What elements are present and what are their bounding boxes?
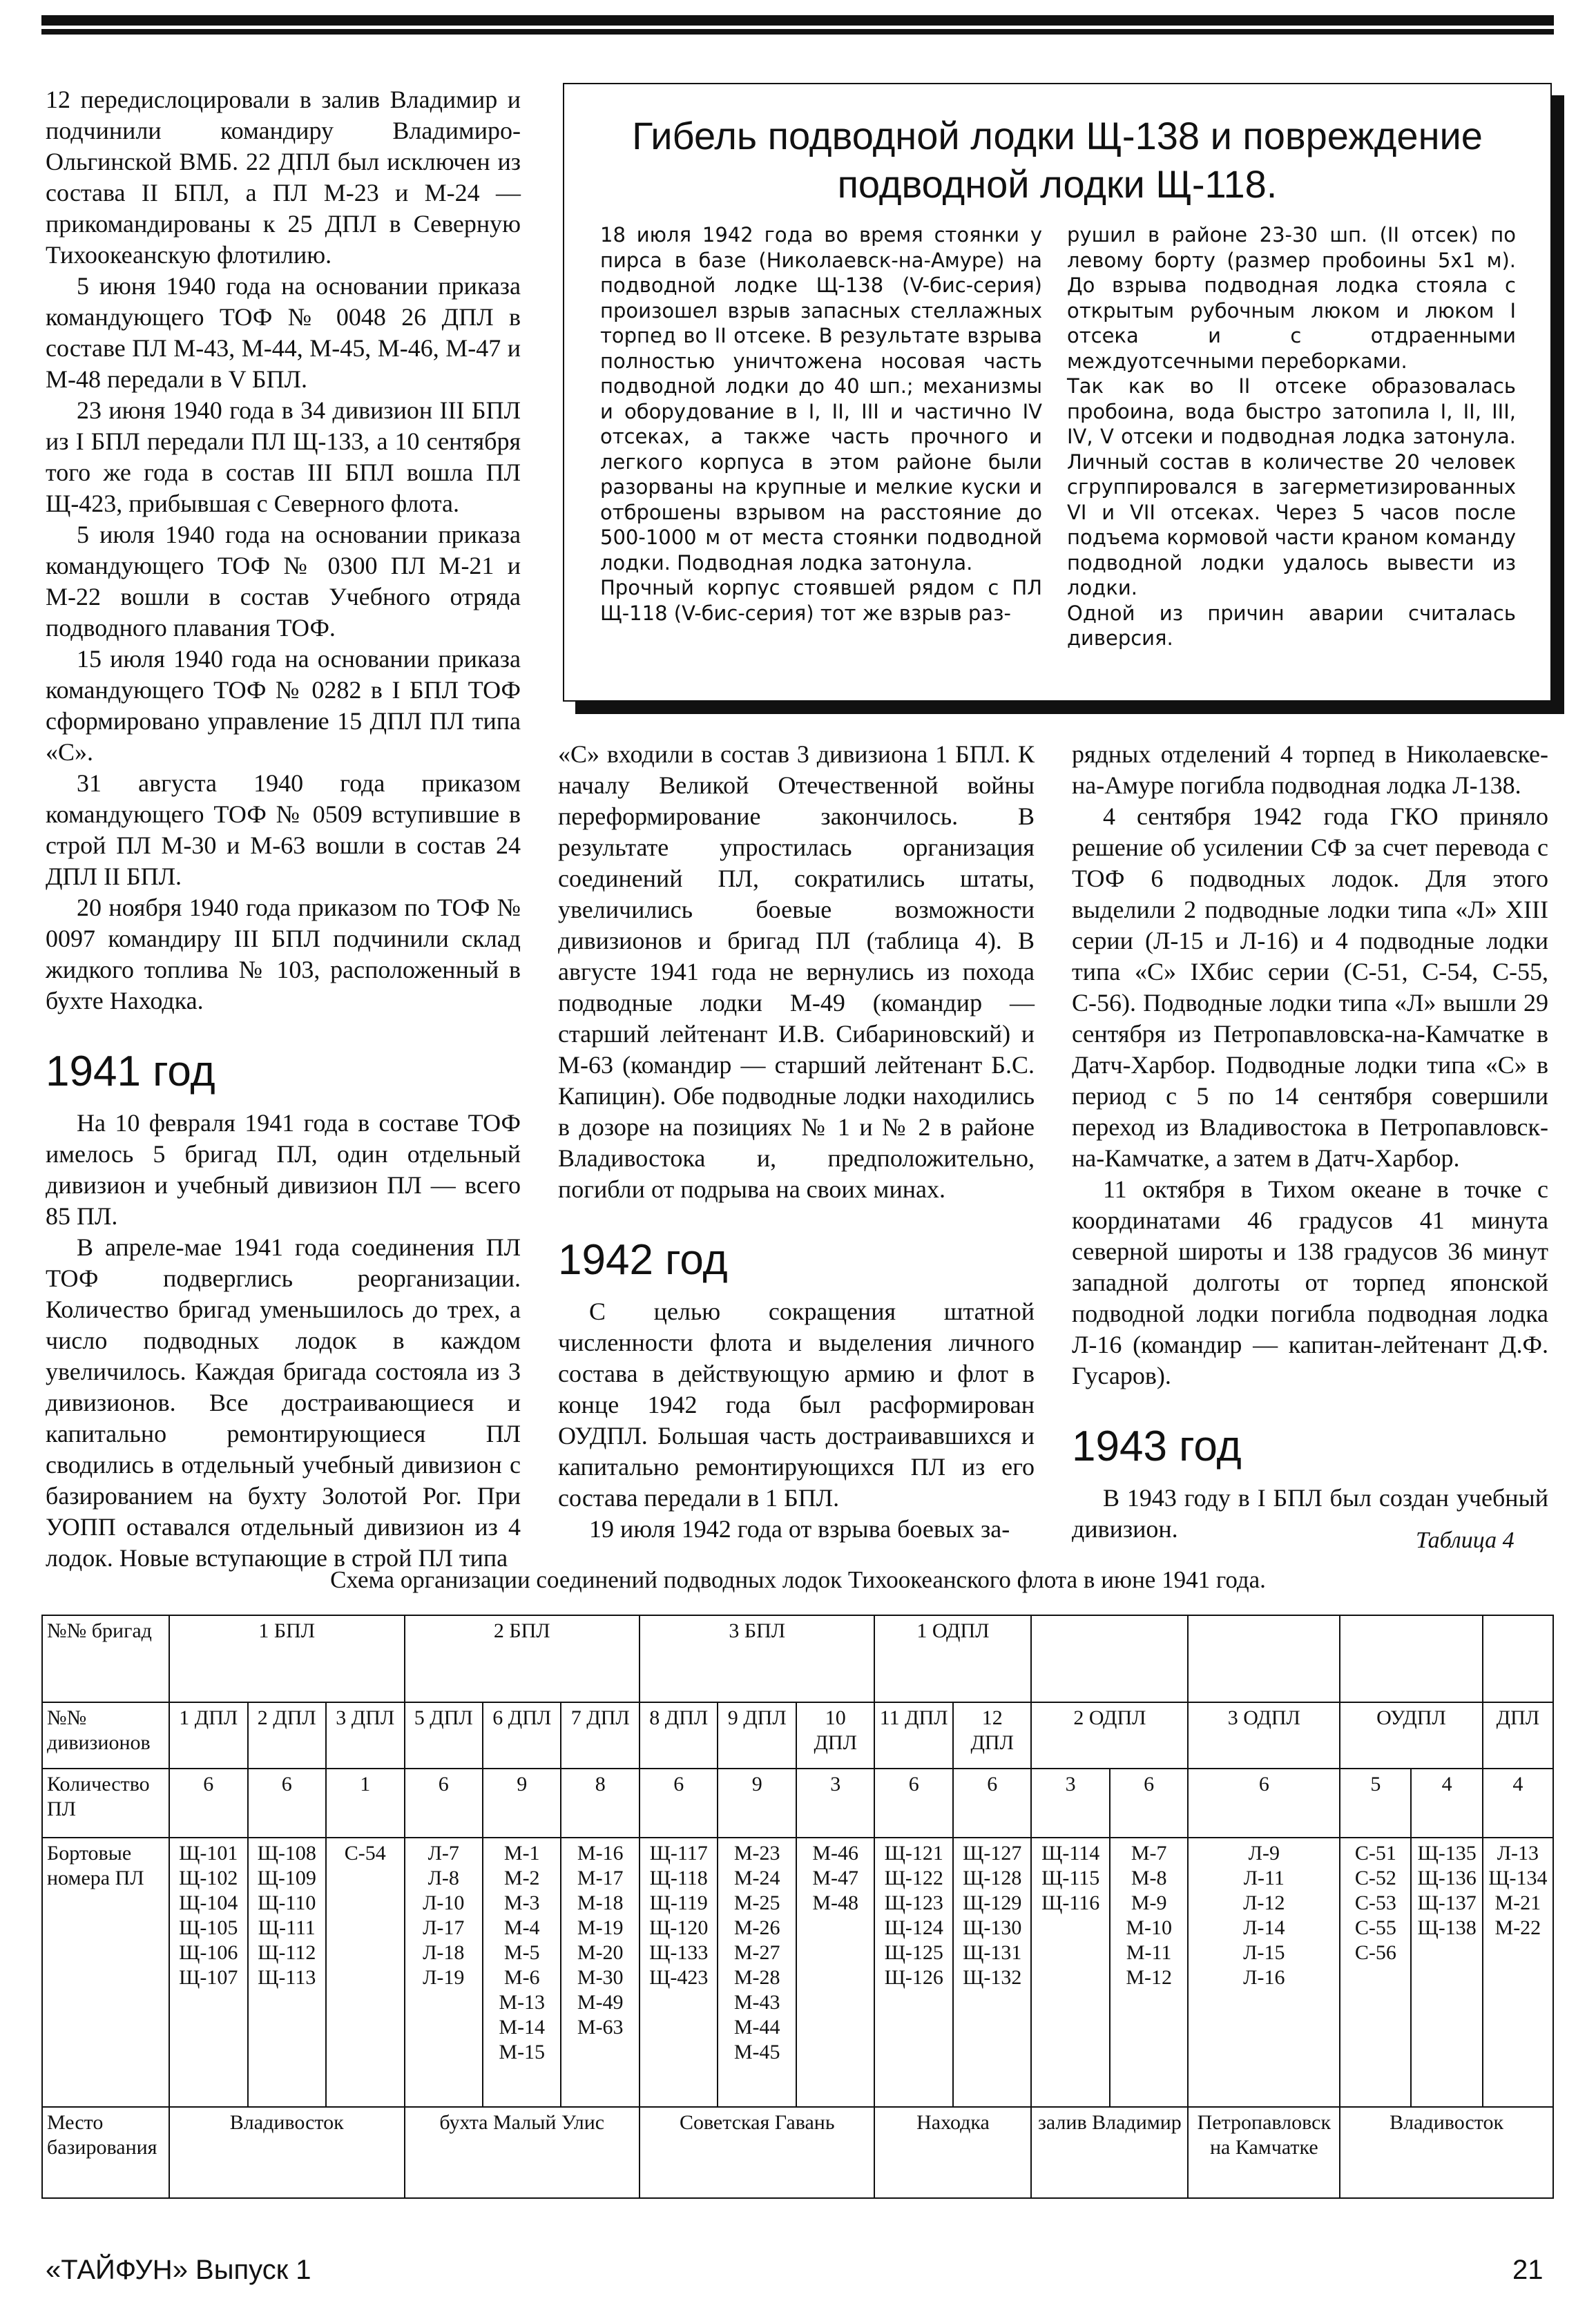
- table-cell: М-46 М-47 М-48: [796, 1838, 875, 2107]
- table-cell: 3 ОДПЛ: [1188, 1702, 1340, 1769]
- table-cell: Щ-135 Щ-136 Щ-137 Щ-138: [1411, 1838, 1482, 2107]
- table-cell: 3: [1031, 1769, 1109, 1838]
- table-cell: М-23 М-24 М-25 М-26 М-27 М-28 М-43 М-44 М-45: [718, 1838, 796, 2107]
- paragraph: 20 ноября 1940 года приказом по ТОФ № 0097 командиру III БПЛ подчинили склад жидкого топлива № 103, расположенный в бухте Находка.: [46, 894, 521, 1014]
- table-cell: [1483, 1615, 1553, 1702]
- table-row-counts: [42, 1769, 1553, 1838]
- table-cell: Л-7 Л-8 Л-10 Л-17 Л-18 Л-19: [405, 1838, 483, 2107]
- table-cell: Щ-114 Щ-115 Щ-116: [1031, 1838, 1109, 2107]
- box-paragraph: Прочный корпус стоявшей рядом с ПЛ Щ-118 (V-бис-серия) тот же взрыв раз-: [600, 576, 1042, 625]
- box-paragraph: 18 июля 1942 года во время стоянки у пирса в базе (Николаевск-на-Амуре) на подводной лодке Щ-138 (V-бис-серия) произошел взрыв запасных стеллажных торпед во II отсеке. В результате взрыва полностью уничтожена носовая часть подводной лодки до 40 шп.; механизмы и оборудование в I, II, III и частично IV отсеках, а также часть прочного и легкого корпуса в этом районе были разорваны на крупные и мелкие куски и отброшены взрывом на расстояние до 500-1000 м от места стоянки подводной лодки. Подводная лодка затонула.: [600, 223, 1042, 575]
- table-cell: 2 ДПЛ: [248, 1702, 326, 1769]
- table-header-cell: Место базирования: [42, 2107, 169, 2198]
- table-header-cell: №№ дивизионов: [42, 1702, 169, 1769]
- table-cell: 8 ДПЛ: [640, 1702, 718, 1769]
- paragraph: На 10 февраля 1941 года в составе ТОФ имелось 5 бригад ПЛ, один отдельный дивизион и учебный дивизион ПЛ — всего 85 ПЛ.: [46, 1109, 521, 1230]
- table-cell: Советская Гавань: [640, 2107, 874, 2198]
- table-cell: 2 БПЛ: [405, 1615, 640, 1702]
- table-cell: 3: [796, 1769, 875, 1838]
- header-rule-thin: [41, 29, 1554, 35]
- footer-publication: «ТАЙФУН» Выпуск 1: [46, 2255, 311, 2285]
- table-row-divisions: [42, 1702, 1553, 1769]
- box-inner: [563, 83, 1552, 702]
- table-cell: 6: [1188, 1769, 1340, 1838]
- sidebar-box: [563, 83, 1552, 702]
- table-cell: 9 ДПЛ: [718, 1702, 796, 1769]
- table-cell: Щ-127 Щ-128 Щ-129 Щ-130 Щ-131 Щ-132: [953, 1838, 1031, 2107]
- table-row-brigades: [42, 1615, 1553, 1702]
- table-cell: Щ-101 Щ-102 Щ-104 Щ-105 Щ-106 Щ-107: [169, 1838, 247, 2107]
- box-column-left: [600, 222, 1042, 626]
- table-cell: ДПЛ: [1483, 1702, 1553, 1769]
- table-cell: 1 ДПЛ: [169, 1702, 247, 1769]
- table-cell: 3 ДПЛ: [326, 1702, 405, 1769]
- table-cell: 6: [169, 1769, 247, 1838]
- table-cell: 4: [1483, 1769, 1553, 1838]
- table-cell: 3 БПЛ: [640, 1615, 874, 1702]
- table-cell: 5 ДПЛ: [405, 1702, 483, 1769]
- box-title: Гибель подводной лодки Щ-138 и повреждение подводной лодки Щ-118.: [632, 114, 1483, 206]
- table-cell: 7 ДПЛ: [561, 1702, 640, 1769]
- table-cell: М-7 М-8 М-9 М-10 М-11 М-12: [1110, 1838, 1188, 2107]
- paragraph: 31 августа 1940 года приказом командующего ТОФ № 0509 вступившие в строй ПЛ М-30 и М-63 вошли в состав 24 ДПЛ II БПЛ.: [46, 769, 521, 890]
- table-cell: Л-9 Л-11 Л-12 Л-14 Л-15 Л-16: [1188, 1838, 1340, 2107]
- table-cell: 2 ОДПЛ: [1031, 1702, 1188, 1769]
- table-cell: 6: [953, 1769, 1031, 1838]
- table-cell: 1: [326, 1769, 405, 1838]
- table-cell: [1188, 1615, 1340, 1702]
- table-title: Схема организации соединений подводных лодок Тихоокеанского флота в июне 1941 года.: [330, 1566, 1266, 1593]
- table-cell: 5: [1340, 1769, 1411, 1838]
- paragraph: В апреле-мае 1941 года соединения ПЛ ТОФ подверглись реорганизации. Количество бригад уменьшилось до трех, а число подводных лодок в каждом увеличилось. Каждая бригада состояла из 3 дивизионов. Все достраивающиеся и капитально ремонтирующиеся ПЛ сводились в отдельный учебный дивизион с базированием на бухту Золотой Рог. При УОПП оставался отдельный дивизион из 4 лодок. Новые вступающие в строй ПЛ типа: [46, 1233, 521, 1572]
- table-row-bases: [42, 2107, 1553, 2198]
- paragraph: 23 июня 1940 года в 34 дивизион III БПЛ из I БПЛ передали ПЛ Щ-133, а 10 сентября того же года в состав III БПЛ вошла ПЛ Щ-423, прибывшая с Северного флота.: [46, 396, 521, 517]
- table-cell: Л-13 Щ-134 М-21 М-22: [1483, 1838, 1553, 2107]
- table-header-cell: №№ бригад: [42, 1615, 169, 1702]
- table-cell: Щ-108 Щ-109 Щ-110 Щ-111 Щ-112 Щ-113: [248, 1838, 326, 2107]
- table-cell: Владивосток: [169, 2107, 404, 2198]
- table-cell: 11 ДПЛ: [874, 1702, 952, 1769]
- paragraph: рядных отделений 4 торпед в Николаевске-на-Амуре погибла подводная лодка Л-138.: [1072, 740, 1548, 799]
- table-cell: 9: [483, 1769, 561, 1838]
- table-cell: 6: [248, 1769, 326, 1838]
- table-cell: С-51 С-52 С-53 С-55 С-56: [1340, 1838, 1411, 2107]
- table-label: Таблица 4: [1416, 1528, 1515, 1553]
- paragraph: 15 июля 1940 года на основании приказа командующего ТОФ № 0282 в I БПЛ ТОФ сформировано управление 15 ДПЛ ПЛ типа «С».: [46, 645, 521, 766]
- table-cell: С-54: [326, 1838, 405, 2107]
- table-cell: [1031, 1615, 1188, 1702]
- table-cell: 6: [874, 1769, 952, 1838]
- table-cell: 4: [1411, 1769, 1482, 1838]
- table-header-cell: Количество ПЛ: [42, 1769, 169, 1838]
- column-left: [46, 84, 521, 1574]
- page-number: 21: [1512, 2255, 1544, 2285]
- box-paragraph: рушил в районе 23-30 шп. (II отсек) по левому борту (размер пробоины 5х1 м). До взрыва подводная лодка стояла с открытым рубочным люком и люком I отсека и с отдраенными междуотсечными переборками.: [1067, 223, 1516, 373]
- box-column-right: [1067, 222, 1516, 651]
- section-heading-1942: 1942 год: [558, 1236, 728, 1284]
- paragraph: 5 июля 1940 года на основании приказа командующего ТОФ № 0300 ПЛ М-21 и М-22 вошли в состав Учебного отряда подводного плавания ТОФ.: [46, 521, 521, 642]
- header-rule-thick: [41, 15, 1554, 26]
- table-cell: Щ-121 Щ-122 Щ-123 Щ-124 Щ-125 Щ-126: [874, 1838, 952, 2107]
- table-cell: 9: [718, 1769, 796, 1838]
- paragraph: 19 июля 1942 года от взрыва боевых за-: [589, 1515, 1010, 1543]
- table-cell: М-16 М-17 М-18 М-19 М-20 М-30 М-49 М-63: [561, 1838, 640, 2107]
- table-cell: 12 ДПЛ: [953, 1702, 1031, 1769]
- table-cell: Находка: [874, 2107, 1031, 2198]
- table-cell: ОУДПЛ: [1340, 1702, 1483, 1769]
- table-cell: 1 БПЛ: [169, 1615, 404, 1702]
- paragraph: 5 июня 1940 года на основании приказа командующего ТОФ № 0048 26 ДПЛ в составе ПЛ М-43, М-44, М-45, М-46, М-47 и М-48 передали в V БПЛ.: [46, 272, 521, 393]
- paragraph: «С» входили в состав 3 дивизиона 1 БПЛ. К началу Великой Отечественной войны переформирование закончилось. В результате упростилась организация соединений ПЛ, сократились штаты, увеличились боевые возможности дивизионов и бригад ПЛ (таблица 4). В августе 1941 года не вернулись из похода подводные лодки М-49 (командир — старший лейтенант И.В. Сибариновский) и М-63 (командир — старший лейтенант Б.С. Капицин). Обе подводные лодки находились в дозоре на позициях № 1 и № 2 в районе Владивостока и, предположительно, погибли от подрыва на своих минах.: [558, 740, 1035, 1203]
- table-cell: 1 ОДПЛ: [874, 1615, 1031, 1702]
- box-paragraph: Так как во II отсеке образовалась пробоина, вода быстро затопила I, II, III, IV, V отсеки и подводная лодка затонула. Личный состав в количестве 20 человек сгруппировался в загерметизированных VI и VII отсеках. Через 5 часов после подъема кормовой части краном команду подводной лодки удалось вывести из лодки.: [1067, 374, 1516, 599]
- table-cell: Владивосток: [1340, 2107, 1553, 2198]
- table-cell: [1340, 1615, 1483, 1702]
- paragraph: 11 октября в Тихом океане в точке с координатами 46 градусов 41 минута северной широты и 138 градусов 36 минут западной долготы от торпед японской подводной лодки погибла подводная лодка Л-16 (командир — капитан-лейтенант Д.Ф. Гусаров).: [1072, 1175, 1548, 1389]
- table-cell: М-1 М-2 М-3 М-4 М-5 М-6 М-13 М-14 М-15: [483, 1838, 561, 2107]
- table-cell: 6 ДПЛ: [483, 1702, 561, 1769]
- table-cell: Петропавловск на Камчатке: [1188, 2107, 1340, 2198]
- header-rules: [41, 15, 1554, 35]
- section-heading-1941: 1941 год: [46, 1048, 215, 1095]
- section-heading-1943: 1943 год: [1072, 1423, 1242, 1470]
- table-cell: 6: [1110, 1769, 1188, 1838]
- table-cell: залив Владимир: [1031, 2107, 1188, 2198]
- table-cell: 8: [561, 1769, 640, 1838]
- table-cell: 10 ДПЛ: [796, 1702, 875, 1769]
- paragraph: В 1943 году в I БПЛ был создан учебный дивизион.: [1072, 1484, 1548, 1543]
- table-cell: бухта Малый Улис: [405, 2107, 640, 2198]
- table-cell: Щ-117 Щ-118 Щ-119 Щ-120 Щ-133 Щ-423: [640, 1838, 718, 2107]
- column-right: [1072, 739, 1548, 1545]
- paragraph: С целью сокращения штатной численности флота и выделения личного состава в действующую армию и флот в конце 1942 года был расформирован ОУДПЛ. Большая часть достраивавшихся и капитально ремонтирующихся ПЛ из его состава передали в 1 БПЛ.: [558, 1298, 1035, 1512]
- table-cell: 6: [405, 1769, 483, 1838]
- table-cell: 6: [640, 1769, 718, 1838]
- box-paragraph: Одной из причин аварии считалась диверсия.: [1067, 601, 1516, 650]
- paragraph: 4 сентября 1942 года ГКО приняло решение об усилении СФ за счет перевода с ТОФ 6 подводных лодок. Для этого выделили 2 подводные лодки типа «Л» XIII серии (Л-15 и Л-16) и 4 подводные лодки типа «С» IXбис серии (С-51, С-54, С-55, С-56). Подводные лодки типа «Л» вышли 29 сентября из Петропавловска-на-Камчатке в Датч-Харбор. Подводные лодки типа «С» в период с 5 по 14 сентября совершили переход из Владивостока в Петропавловск-на-Камчатке, а затем в Датч-Харбор.: [1072, 802, 1548, 1172]
- organization-table: [41, 1615, 1554, 2199]
- table-header-cell: Бортовые номера ПЛ: [42, 1838, 169, 2107]
- table-row-boats: [42, 1838, 1553, 2107]
- column-middle: [558, 739, 1035, 1545]
- paragraph: 12 передислоцировали в залив Владимир и подчинили командиру Владимиро-Ольгинской ВМБ. 22 ДПЛ был исключен из состава II БПЛ, а ПЛ М-23 и М-24 — прикомандированы к 25 ДПЛ в Северную Тихоокеанскую флотилию.: [46, 86, 521, 269]
